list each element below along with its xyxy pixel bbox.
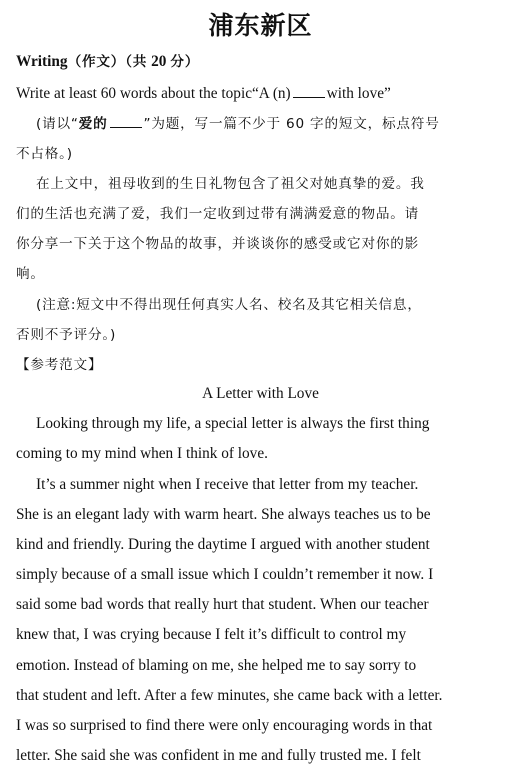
instruction-text-after: with love” [326,85,391,102]
cn-requirement-part-b: ”为题，写一篇不少于 60 字的短文，标点符号 [143,116,440,132]
essay-line: simply because of a small issue which I couldn’t remember it now. I [16,566,434,583]
essay-line: kind and friendly. During the daytime I argued with another student [16,536,430,553]
blank-line [110,115,142,128]
instruction-text-before: Write at least 60 words about the topic“A (n) [16,85,291,102]
cn-body-line: 你分享一下关于这个物品的故事，并谈谈你的感受或它对你的影 [16,236,420,252]
essay-title: A Letter with Love [202,385,319,402]
cn-body-line: 响。 [16,266,45,282]
essay-line: It’s a summer night when I receive that letter from my teacher. [36,476,419,493]
cn-requirement-line-2: 不占格。) [16,146,73,162]
section-heading-zh: （作文）（共 [67,54,148,70]
cn-requirement-part-a: (请以“ [36,116,79,132]
essay-line: She is an elegant lady with warm heart. She always teaches us to be [16,506,431,523]
cn-note-line: (注意:短文中不得出现任何真实人名、校名及其它相关信息， [36,297,422,313]
essay-line: that student and left. After a few minutes, she came back with a letter. [16,687,443,704]
cn-requirement-bold: 爱的 [78,116,108,132]
cn-body-line: 在上文中，祖母收到的生日礼物包含了祖父对她真挚的爱。我 [36,176,425,192]
section-heading [16,52,199,72]
essay-line: knew that, I was crying because I felt it’s difficult to control my [16,626,407,643]
section-heading-unit: 分） [170,54,200,70]
blank-line [293,85,325,98]
writing-instruction [16,84,391,104]
section-heading-points: 20 [151,53,167,70]
essay-line: coming to my mind when I think of love. [16,445,268,462]
cn-note-line: 否则不予评分。) [16,327,117,343]
essay-line: Looking through my life, a special letter is always the first thing [36,415,430,432]
sample-essay-label: 【参考范文】 [16,357,103,373]
essay-line: I was so surprised to find there were only encouraging words in that [16,717,433,734]
document-title: 浦东新区 [208,11,313,40]
essay-line: emotion. Instead of blaming on me, she helped me to say sorry to [16,657,417,674]
section-heading-en: Writing [16,53,68,70]
essay-line: said some bad words that really hurt that student. When our teacher [16,596,429,613]
cn-body-line: 们的生活也充满了爱，我们一定收到过带有满满爱意的物品。请 [16,206,420,222]
essay-line: letter. She said she was confident in me and fully trusted me. I felt [16,747,421,764]
cn-requirement-line-1 [36,114,440,134]
